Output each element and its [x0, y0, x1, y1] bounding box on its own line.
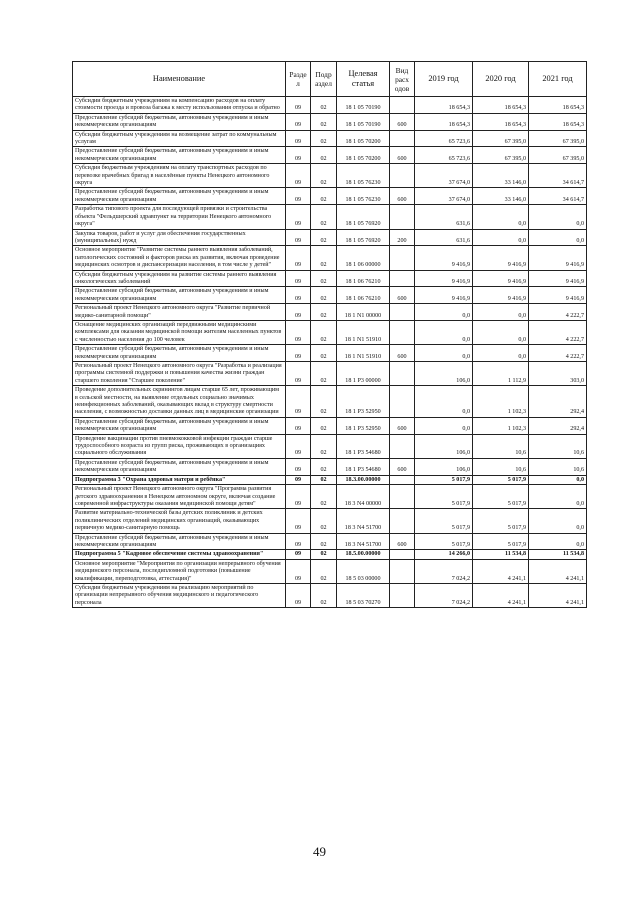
table-row: [73, 130, 587, 147]
cell-y2020: 11 534,8: [473, 550, 529, 559]
cell-razdel: 09: [286, 550, 311, 559]
header-expense-type: Вид расх одов: [390, 62, 415, 97]
table-row: [73, 97, 587, 114]
cell-name: Предоставление субсидий бюджетным, автономным учреждениям и иным некоммерческим организациям: [73, 345, 286, 362]
cell-vid: [390, 475, 415, 484]
header-target-article: Целевая статья: [337, 62, 390, 97]
cell-razdel: 09: [286, 130, 311, 147]
table-row: [73, 362, 587, 386]
cell-y2020: 1 112,9: [473, 362, 529, 386]
cell-y2019: 18 654,3: [415, 113, 473, 130]
cell-y2019: 0,0: [415, 417, 473, 434]
cell-vid: 600: [390, 345, 415, 362]
cell-podrazdel: 02: [311, 533, 337, 550]
cell-y2019: 5 017,9: [415, 485, 473, 509]
cell-podrazdel: 02: [311, 97, 337, 114]
cell-y2021: 10,6: [529, 434, 587, 458]
cell-podrazdel: 02: [311, 345, 337, 362]
cell-name: Региональный проект Ненецкого автономного округа "Программа развития детского здравоохранения в Ненецком автономном округе, включая создание современной инфраструктуры оказания медицинской помощи детям": [73, 485, 286, 509]
cell-razdel: 09: [286, 229, 311, 246]
budget-table: [72, 61, 587, 608]
cell-podrazdel: 02: [311, 188, 337, 205]
cell-y2021: 9 416,9: [529, 246, 587, 270]
cell-podrazdel: 02: [311, 113, 337, 130]
cell-name: Региональный проект Ненецкого автономного округа "Разработка и реализация программы системной поддержки и повышения качества жизни граждан старшего поколения "Старшее поколение": [73, 362, 286, 386]
table-row: [73, 320, 587, 344]
header-year-2019: 2019 год: [415, 62, 473, 97]
cell-y2021: 67 395,0: [529, 147, 587, 164]
cell-razdel: 09: [286, 485, 311, 509]
cell-article: 18 1 P3 54680: [337, 434, 390, 458]
cell-podrazdel: 02: [311, 270, 337, 287]
cell-y2020: 5 017,9: [473, 509, 529, 533]
cell-y2020: 10,6: [473, 434, 529, 458]
cell-name: Субсидии бюджетным учреждениям на реализацию мероприятий по организации непрерывного обучения медицинского и педагогического персонала: [73, 583, 286, 607]
table-row: [73, 205, 587, 229]
cell-y2019: 65 723,6: [415, 147, 473, 164]
cell-y2021: 303,0: [529, 362, 587, 386]
cell-article: 18 5 03 00000: [337, 559, 390, 583]
cell-y2021: 0,0: [529, 485, 587, 509]
cell-razdel: 09: [286, 147, 311, 164]
table-header-row: [73, 62, 587, 97]
cell-y2021: 18 654,3: [529, 97, 587, 114]
cell-article: 18 3 N4 00000: [337, 485, 390, 509]
cell-y2021: 0,0: [529, 509, 587, 533]
cell-name: Предоставление субсидий бюджетным, автономным учреждениям и иным некоммерческим организациям: [73, 458, 286, 475]
cell-y2019: 9 416,9: [415, 287, 473, 304]
cell-podrazdel: 02: [311, 458, 337, 475]
cell-y2019: 5 017,9: [415, 475, 473, 484]
cell-podrazdel: 02: [311, 304, 337, 321]
cell-article: 18 1 P3 52950: [337, 386, 390, 418]
cell-article: 18 1 06 76210: [337, 270, 390, 287]
cell-razdel: 09: [286, 559, 311, 583]
cell-article: 18 1 05 76230: [337, 188, 390, 205]
cell-vid: [390, 97, 415, 114]
cell-y2019: 0,0: [415, 345, 473, 362]
cell-podrazdel: 02: [311, 362, 337, 386]
cell-y2019: 5 017,9: [415, 533, 473, 550]
cell-razdel: 09: [286, 188, 311, 205]
cell-name: Предоставление субсидий бюджетным, автономным учреждениям и иным некоммерческим организациям: [73, 417, 286, 434]
table-row: [73, 509, 587, 533]
cell-y2019: 18 654,3: [415, 97, 473, 114]
cell-article: 18 1 P3 52950: [337, 417, 390, 434]
cell-y2021: 4 222,7: [529, 345, 587, 362]
cell-y2019: 7 024,2: [415, 583, 473, 607]
cell-razdel: 09: [286, 345, 311, 362]
cell-name: Предоставление субсидий бюджетным, автономным учреждениям и иным некоммерческим организациям: [73, 533, 286, 550]
header-subsection: Подр аздел: [311, 62, 337, 97]
cell-y2020: 9 416,9: [473, 246, 529, 270]
cell-name: Субсидии бюджетным учреждениям на развитие системы раннего выявления онкологических заболеваний: [73, 270, 286, 287]
cell-vid: [390, 559, 415, 583]
table-row: [73, 559, 587, 583]
cell-y2020: 0,0: [473, 304, 529, 321]
cell-name: Региональный проект Ненецкого автономного округа "Развитие первичной медико-санитарной помощи": [73, 304, 286, 321]
table-row: [73, 287, 587, 304]
cell-article: 18 1 P3 54680: [337, 458, 390, 475]
cell-name: Основное мероприятие "Развитие системы раннего выявления заболеваний, патологических состояний и факторов риска их развития, включая проведение медицинских осмотров и диспансеризации населения, в том числе у детей": [73, 246, 286, 270]
cell-y2021: 34 614,7: [529, 188, 587, 205]
cell-name: Развитие материально-технической базы детских поликлиник и детских поликлинических отделений медицинских организаций, оказывающих первичную медико-санитарную помощь: [73, 509, 286, 533]
cell-vid: [390, 304, 415, 321]
cell-y2020: 33 146,0: [473, 164, 529, 188]
header-name: Наименование: [73, 62, 286, 97]
cell-vid: [390, 130, 415, 147]
cell-article: 18 1 N1 51910: [337, 320, 390, 344]
cell-article: 18 1 05 70190: [337, 97, 390, 114]
cell-y2019: 0,0: [415, 304, 473, 321]
cell-vid: 600: [390, 533, 415, 550]
cell-article: 18 5 03 70270: [337, 583, 390, 607]
cell-y2021: 0,0: [529, 533, 587, 550]
cell-y2021: 4 241,1: [529, 559, 587, 583]
cell-y2021: 11 534,8: [529, 550, 587, 559]
cell-razdel: 09: [286, 583, 311, 607]
cell-y2019: 9 416,9: [415, 270, 473, 287]
cell-y2021: 4 222,7: [529, 304, 587, 321]
cell-y2020: 18 654,3: [473, 97, 529, 114]
cell-razdel: 09: [286, 287, 311, 304]
cell-article: 18 1 05 76920: [337, 205, 390, 229]
cell-vid: [390, 583, 415, 607]
cell-name: Предоставление субсидий бюджетным, автономным учреждениям и иным некоммерческим организациям: [73, 188, 286, 205]
cell-y2021: 4 222,7: [529, 320, 587, 344]
cell-y2021: 0,0: [529, 475, 587, 484]
cell-vid: 600: [390, 188, 415, 205]
cell-y2021: 0,0: [529, 229, 587, 246]
cell-name: Субсидии бюджетным учреждениям на возмещение затрат по коммунальным услугам: [73, 130, 286, 147]
table-body: [73, 97, 587, 608]
cell-vid: [390, 550, 415, 559]
cell-article: 18 1 05 70190: [337, 113, 390, 130]
header-year-2021: 2021 год: [529, 62, 587, 97]
cell-vid: [390, 164, 415, 188]
cell-y2019: 7 024,2: [415, 559, 473, 583]
cell-podrazdel: 02: [311, 509, 337, 533]
cell-podrazdel: 02: [311, 287, 337, 304]
cell-razdel: 09: [286, 509, 311, 533]
cell-y2019: 65 723,6: [415, 130, 473, 147]
cell-vid: 600: [390, 147, 415, 164]
cell-name: Проведение вакцинации против пневмококковой инфекции граждан старше трудоспособного возраста из групп риска, проживающих в организациях социального обслуживания: [73, 434, 286, 458]
cell-podrazdel: 02: [311, 417, 337, 434]
cell-vid: [390, 205, 415, 229]
cell-razdel: 09: [286, 533, 311, 550]
cell-article: 18 3 N4 51700: [337, 509, 390, 533]
table-row: [73, 229, 587, 246]
cell-name: Подпрограмма 3 "Охрана здоровья матери и ребёнка": [73, 475, 286, 484]
cell-article: 18 1 05 76230: [337, 164, 390, 188]
cell-razdel: 09: [286, 417, 311, 434]
cell-article: 18 1 05 76920: [337, 229, 390, 246]
cell-y2021: 0,0: [529, 205, 587, 229]
table-row: [73, 345, 587, 362]
cell-y2020: 0,0: [473, 320, 529, 344]
table-row: [73, 475, 587, 484]
cell-y2020: 0,0: [473, 205, 529, 229]
cell-article: 18 1 N1 51910: [337, 345, 390, 362]
cell-razdel: 09: [286, 458, 311, 475]
cell-razdel: 09: [286, 205, 311, 229]
cell-y2020: 1 102,3: [473, 386, 529, 418]
cell-y2019: 37 674,0: [415, 164, 473, 188]
cell-y2020: 1 102,3: [473, 417, 529, 434]
cell-y2019: 106,0: [415, 434, 473, 458]
cell-y2020: 18 654,3: [473, 113, 529, 130]
cell-podrazdel: 02: [311, 559, 337, 583]
cell-razdel: 09: [286, 320, 311, 344]
cell-name: Субсидия бюджетным учреждениям на оплату транспортных расходов по перевозке врачебных бригад в населённые пункты Ненецкого автономного округа: [73, 164, 286, 188]
table-row: [73, 458, 587, 475]
cell-name: Субсидии бюджетным учреждениям на компенсацию расходов на оплату стоимости проезда и провоза багажа к месту использования отпуска и обратно: [73, 97, 286, 114]
cell-y2021: 4 241,1: [529, 583, 587, 607]
cell-vid: [390, 270, 415, 287]
cell-y2019: 0,0: [415, 386, 473, 418]
table-row: [73, 246, 587, 270]
page-number: 49: [313, 844, 326, 859]
cell-y2020: 0,0: [473, 229, 529, 246]
cell-y2020: 10,6: [473, 458, 529, 475]
cell-vid: [390, 246, 415, 270]
cell-podrazdel: 02: [311, 386, 337, 418]
table-row: [73, 434, 587, 458]
cell-y2021: 67 395,0: [529, 130, 587, 147]
cell-article: 18 1 06 76210: [337, 287, 390, 304]
cell-y2021: 292,4: [529, 386, 587, 418]
cell-podrazdel: 02: [311, 550, 337, 559]
cell-vid: [390, 386, 415, 418]
cell-y2019: 631,6: [415, 205, 473, 229]
cell-y2019: 37 674,0: [415, 188, 473, 205]
cell-razdel: 09: [286, 97, 311, 114]
cell-y2021: 292,4: [529, 417, 587, 434]
cell-vid: 600: [390, 417, 415, 434]
cell-podrazdel: 02: [311, 485, 337, 509]
cell-podrazdel: 02: [311, 583, 337, 607]
cell-razdel: 09: [286, 386, 311, 418]
cell-article: 18 3 N4 51700: [337, 533, 390, 550]
cell-name: Разработка типового проекта для последующей привязки и строительства объекта "Фельдшерский здравпункт на территории Ненецкого автономного округа": [73, 205, 286, 229]
cell-podrazdel: 02: [311, 205, 337, 229]
cell-y2021: 10,6: [529, 458, 587, 475]
cell-y2019: 14 266,0: [415, 550, 473, 559]
table-row: [73, 485, 587, 509]
table-row: [73, 188, 587, 205]
cell-y2021: 9 416,9: [529, 270, 587, 287]
cell-y2020: 0,0: [473, 345, 529, 362]
cell-razdel: 09: [286, 304, 311, 321]
cell-vid: 600: [390, 113, 415, 130]
cell-y2021: 9 416,9: [529, 287, 587, 304]
table-row: [73, 386, 587, 418]
cell-vid: [390, 509, 415, 533]
cell-podrazdel: 02: [311, 164, 337, 188]
table-row: [73, 164, 587, 188]
cell-vid: [390, 485, 415, 509]
cell-y2020: 9 416,9: [473, 287, 529, 304]
cell-podrazdel: 02: [311, 229, 337, 246]
cell-razdel: 09: [286, 164, 311, 188]
table-row: [73, 270, 587, 287]
header-section: Разде л: [286, 62, 311, 97]
cell-article: 18 1 05 70200: [337, 130, 390, 147]
table-row: [73, 417, 587, 434]
cell-razdel: 09: [286, 475, 311, 484]
table-row: [73, 147, 587, 164]
cell-name: Предоставление субсидий бюджетным, автономным учреждениям и иным некоммерческим организациям: [73, 287, 286, 304]
cell-y2019: 631,6: [415, 229, 473, 246]
cell-article: 18 1 P3 00000: [337, 362, 390, 386]
cell-podrazdel: 02: [311, 147, 337, 164]
cell-article: 18.5.00.00000: [337, 550, 390, 559]
cell-article: 18 1 05 70200: [337, 147, 390, 164]
cell-y2020: 4 241,1: [473, 583, 529, 607]
cell-razdel: 09: [286, 362, 311, 386]
cell-y2020: 67 395,0: [473, 147, 529, 164]
table-row: [73, 583, 587, 607]
cell-y2019: 106,0: [415, 458, 473, 475]
cell-podrazdel: 02: [311, 320, 337, 344]
header-year-2020: 2020 год: [473, 62, 529, 97]
cell-y2020: 67 395,0: [473, 130, 529, 147]
table-row: [73, 550, 587, 559]
table-row: [73, 304, 587, 321]
cell-razdel: 09: [286, 113, 311, 130]
cell-vid: 200: [390, 229, 415, 246]
cell-vid: 600: [390, 287, 415, 304]
cell-y2020: 9 416,9: [473, 270, 529, 287]
cell-y2020: 5 017,9: [473, 485, 529, 509]
cell-y2020: 4 241,1: [473, 559, 529, 583]
cell-y2020: 5 017,9: [473, 475, 529, 484]
cell-vid: [390, 362, 415, 386]
cell-name: Предоставление субсидий бюджетным, автономным учреждениям и иным некоммерческим организациям: [73, 113, 286, 130]
cell-vid: [390, 434, 415, 458]
cell-name: Предоставление субсидий бюджетным, автономным учреждениям и иным некоммерческим организациям: [73, 147, 286, 164]
table-row: [73, 113, 587, 130]
cell-razdel: 09: [286, 434, 311, 458]
cell-y2019: 5 017,9: [415, 509, 473, 533]
cell-y2019: 9 416,9: [415, 246, 473, 270]
cell-article: 18 1 N1 00000: [337, 304, 390, 321]
cell-podrazdel: 02: [311, 246, 337, 270]
cell-podrazdel: 02: [311, 475, 337, 484]
cell-razdel: 09: [286, 246, 311, 270]
cell-podrazdel: 02: [311, 130, 337, 147]
cell-y2020: 33 146,0: [473, 188, 529, 205]
cell-y2021: 34 614,7: [529, 164, 587, 188]
cell-name: Оснащение медицинских организаций передвижными медицинскими комплексами для оказания медицинской помощи жителям населенных пунктов с численностью населения до 100 человек: [73, 320, 286, 344]
cell-name: Проведение дополнительных скринингов лицам старше 65 лет, проживающим в сельской местности, на выявление отдельных социально значимых неинфекционных заболеваний, оказывающих вклад в структуру смертности населения, с возможностью доставки данных лиц в медицинские организации: [73, 386, 286, 418]
cell-y2021: 18 654,3: [529, 113, 587, 130]
cell-y2019: 106,0: [415, 362, 473, 386]
cell-y2020: 5 017,9: [473, 533, 529, 550]
cell-name: Основное мероприятие "Мероприятия по организации непрерывного обучения медицинского персонала, последипломной подготовки (повышение квалификации, переподготовка, аттестация)": [73, 559, 286, 583]
cell-article: 18 1 06 00000: [337, 246, 390, 270]
cell-vid: [390, 320, 415, 344]
cell-article: 18.3.00.00000: [337, 475, 390, 484]
cell-name: Подпрограмма 5 "Кадровое обеспечение системы здравоохранения": [73, 550, 286, 559]
cell-vid: 600: [390, 458, 415, 475]
cell-razdel: 09: [286, 270, 311, 287]
cell-name: Закупка товаров, работ и услуг для обеспечения государственных (муниципальных) нужд: [73, 229, 286, 246]
cell-podrazdel: 02: [311, 434, 337, 458]
table-row: [73, 533, 587, 550]
cell-y2019: 0,0: [415, 320, 473, 344]
